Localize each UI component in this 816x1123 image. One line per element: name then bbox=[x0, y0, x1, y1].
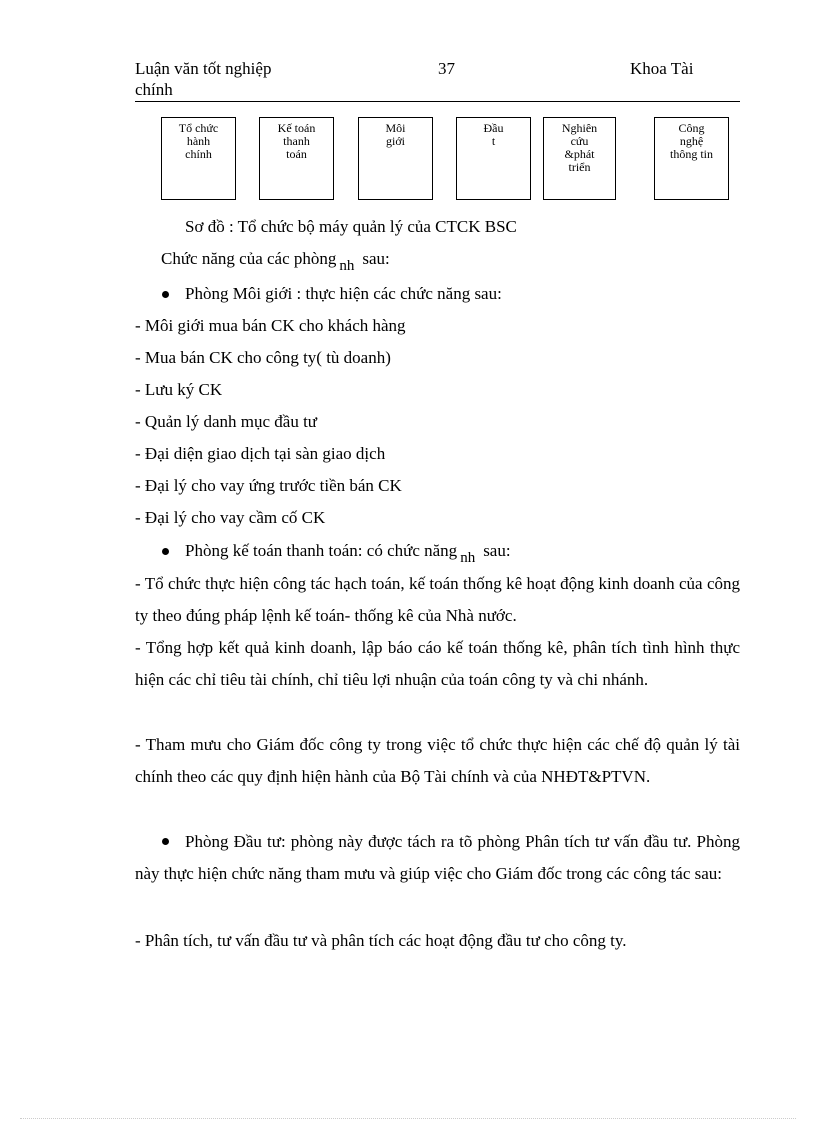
org-box-line: &phát bbox=[564, 147, 595, 161]
list-item: - Môi giới mua bán CK cho khách hàng bbox=[135, 316, 406, 335]
list-item: - Quản lý danh mục đầu tư bbox=[135, 412, 318, 431]
org-box-line: hành bbox=[186, 134, 211, 148]
org-box-line: nghệ bbox=[679, 134, 704, 148]
accounting-heading bbox=[185, 540, 511, 566]
accounting-paragraph-2: - Tổng hợp kết quả kinh doanh, lập báo cáo kế toán thống kê, phân tích tình hình thực hiện các chỉ tiêu tài chính, chỉ tiêu lợi nhuận của toán công ty và chi nhánh. bbox=[135, 638, 740, 689]
accounting-paragraph-3: - Tham mưu cho Giám đốc công ty trong việc tổ chức thực hiện các chế độ quản lý tài chính theo các quy định hiện hành của Bộ Tài chính và của NHĐT&PTVN. bbox=[135, 735, 740, 786]
intro-suffix: sau: bbox=[362, 249, 390, 268]
page-header bbox=[135, 58, 740, 102]
org-box-investment bbox=[456, 117, 531, 200]
org-box-line: t bbox=[491, 134, 496, 148]
org-box-line: Môi bbox=[385, 121, 406, 135]
page-number: 37 bbox=[438, 59, 455, 78]
org-box-accounting bbox=[259, 117, 334, 200]
accounting-heading-text: Phòng kế toán thanh toán: có chức năng bbox=[185, 541, 458, 560]
org-box-line: thông tin bbox=[669, 147, 713, 161]
org-box-line: Nghiên bbox=[561, 121, 598, 135]
list-item: - Đại lý cho vay cầm cố CK bbox=[135, 508, 326, 527]
accounting-paragraph-1: - Tổ chức thực hiện công tác hạch toán, kế toán thống kê hoạt động kinh doanh của công ty theo đúng pháp lệnh kế toán- thống kê của Nhà nước. bbox=[135, 574, 740, 625]
bullet-icon bbox=[162, 291, 169, 298]
list-item: - Mua bán CK cho công ty( tù doanh) bbox=[135, 348, 391, 367]
intro-line bbox=[161, 248, 390, 274]
org-box-it bbox=[654, 117, 729, 200]
org-box-line: Công bbox=[678, 121, 705, 135]
org-box-admin bbox=[161, 117, 236, 200]
org-box-line: thanh bbox=[283, 134, 310, 148]
org-box-research bbox=[543, 117, 616, 200]
header-thesis-title: Luận văn tốt nghiệp bbox=[135, 59, 272, 78]
header-thesis-title-cont: chính bbox=[135, 80, 173, 99]
accounting-heading-suffix: sau: bbox=[483, 541, 511, 560]
brokerage-heading: Phòng Môi giới : thực hiện các chức năng sau: bbox=[185, 284, 502, 303]
org-box-line: giới bbox=[385, 134, 405, 148]
intro-text: Chức năng của các phòng bbox=[161, 249, 337, 268]
list-item: - Đại lý cho vay ứng trước tiền bán CK bbox=[135, 476, 402, 495]
org-box-line: toán bbox=[286, 147, 307, 161]
intro-subscript: nh bbox=[339, 258, 355, 274]
list-item: - Đại diện giao dịch tại sàn giao dịch bbox=[135, 444, 386, 463]
org-box-brokerage bbox=[358, 117, 433, 200]
org-box-line: triển bbox=[568, 160, 591, 174]
org-box-line: Kế toán bbox=[277, 121, 316, 135]
org-box-line: Đầu bbox=[483, 121, 504, 135]
diagram-caption: Sơ đồ : Tổ chức bộ máy quản lý của CTCK BSC bbox=[185, 217, 517, 236]
org-box-line: Tổ chức bbox=[178, 121, 219, 135]
bullet-icon bbox=[162, 548, 169, 555]
accounting-heading-subscript: nh bbox=[460, 550, 476, 566]
org-box-line: cứu bbox=[570, 134, 589, 148]
header-faculty: Khoa Tài bbox=[630, 59, 694, 78]
list-item: - Lưu ký CK bbox=[135, 380, 223, 399]
investment-paragraph: Phòng Đầu tư: phòng này được tách ra tõ phòng Phân tích tư vấn đầu tư. Phòng này thực hiện chức năng tham mưu và giúp việc cho Giám đốc trong các công tác sau: bbox=[135, 832, 740, 883]
org-box-line: chính bbox=[185, 147, 212, 161]
page-bottom-divider bbox=[20, 1118, 796, 1119]
investment-item: - Phân tích, tư vấn đầu tư và phân tích các hoạt động đầu tư cho công ty. bbox=[135, 931, 627, 950]
